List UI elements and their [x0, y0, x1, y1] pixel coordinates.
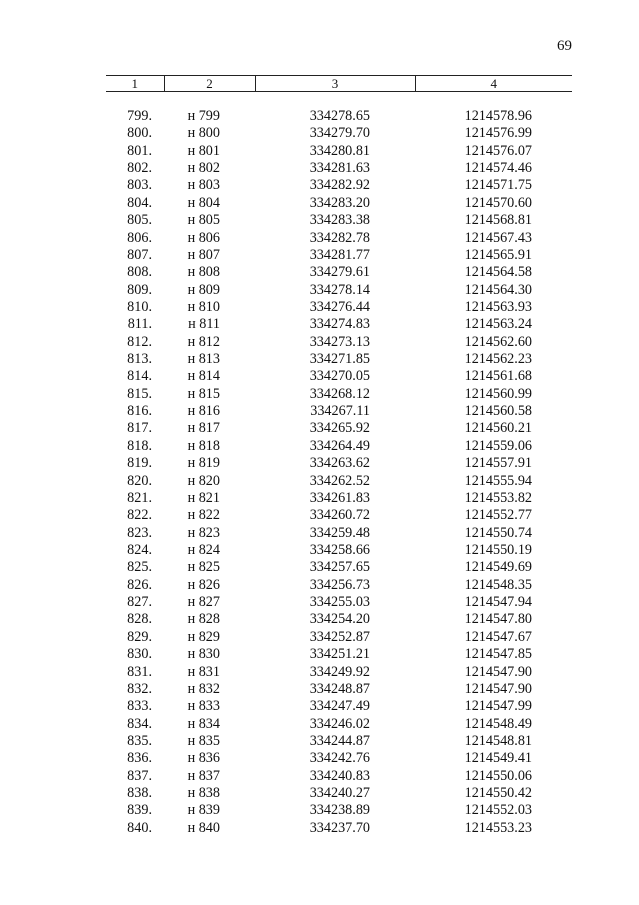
column-header-3: 3: [255, 76, 415, 92]
row-number: 809.: [127, 281, 152, 298]
row-number: 834.: [127, 715, 152, 732]
coordinate-y: 1214555.94: [464, 472, 532, 489]
coordinate-x: 334264.49: [309, 437, 370, 454]
table-row: [106, 247, 572, 264]
row-number: 799.: [127, 108, 152, 124]
coordinate-y: 1214549.69: [464, 559, 532, 576]
coordinate-y: 1214578.96: [464, 108, 532, 124]
coordinate-x: 334249.92: [309, 663, 370, 680]
point-id: н 835: [187, 732, 220, 749]
row-number: 825.: [127, 559, 152, 576]
coordinate-x: 334240.27: [309, 785, 370, 802]
coordinate-y: 1214547.67: [464, 628, 532, 645]
point-id: н 820: [187, 472, 220, 489]
coordinate-x: 334279.70: [309, 125, 370, 142]
point-id: н 824: [187, 541, 220, 558]
coordinate-x: 334271.85: [309, 351, 370, 368]
point-id: н 829: [187, 628, 220, 645]
row-number: 821.: [127, 489, 152, 506]
table-row: [106, 386, 572, 403]
coordinate-x: 334238.89: [309, 802, 370, 819]
row-number: 833.: [127, 698, 152, 715]
row-number: 804.: [127, 194, 152, 211]
point-id: н 825: [187, 559, 220, 576]
coordinate-y: 1214553.82: [464, 489, 532, 506]
table-row: [106, 334, 572, 351]
row-number: 837.: [127, 767, 152, 784]
coordinate-x: 334258.66: [309, 541, 370, 558]
coordinate-y: 1214547.85: [464, 646, 532, 663]
table-row: [106, 316, 572, 333]
table-row: [106, 820, 572, 837]
point-id: н 803: [187, 177, 220, 194]
point-id: н 799: [187, 108, 220, 124]
coordinate-x: 334246.02: [309, 715, 370, 732]
coordinate-y: 1214550.19: [464, 541, 532, 558]
coordinate-x: 334248.87: [309, 680, 370, 697]
coordinate-y: 1214571.75: [464, 177, 532, 194]
table-row: [106, 559, 572, 576]
point-id: н 826: [187, 576, 220, 593]
coordinate-y: 1214553.23: [464, 819, 532, 836]
row-number: 815.: [127, 385, 152, 402]
coordinate-x: 334247.49: [309, 698, 370, 715]
coordinate-x: 334262.52: [309, 472, 370, 489]
row-number: 823.: [127, 524, 152, 541]
row-number: 806.: [127, 229, 152, 246]
coordinate-y: 1214570.60: [464, 194, 532, 211]
row-number: 835.: [127, 732, 152, 749]
row-number: 805.: [127, 212, 152, 229]
point-id: н 822: [187, 507, 220, 524]
coordinate-x: 334281.63: [309, 160, 370, 177]
point-id: н 827: [187, 594, 220, 611]
coordinate-x: 334280.81: [309, 142, 370, 159]
table-row: [106, 438, 572, 455]
coordinate-x: 334242.76: [309, 750, 370, 767]
coordinate-x: 334251.21: [309, 646, 370, 663]
table-row: [106, 195, 572, 212]
point-id: н 800: [187, 125, 220, 142]
point-id: н 831: [187, 663, 220, 680]
row-number: 840.: [127, 819, 152, 836]
coordinate-y: 1214547.80: [464, 611, 532, 628]
point-id: н 804: [187, 194, 220, 211]
row-number: 830.: [127, 646, 152, 663]
coordinate-x: 334257.65: [309, 559, 370, 576]
point-id: н 814: [187, 368, 220, 385]
coordinate-x: 334282.92: [309, 177, 370, 194]
coordinate-y: 1214557.91: [464, 455, 532, 472]
row-number: 820.: [127, 472, 152, 489]
point-id: н 819: [187, 455, 220, 472]
coordinate-y: 1214548.35: [464, 576, 532, 593]
coordinate-y: 1214550.06: [464, 767, 532, 784]
row-number: 816.: [127, 403, 152, 420]
table-row: [106, 420, 572, 437]
table-row: [106, 351, 572, 368]
table-row: [106, 299, 572, 316]
coordinate-y: 1214552.03: [464, 802, 532, 819]
coordinate-x: 334237.70: [309, 819, 370, 836]
table-row: [106, 525, 572, 542]
coordinate-x: 334261.83: [309, 489, 370, 506]
point-id: н 815: [187, 385, 220, 402]
coordinate-x: 334260.72: [309, 507, 370, 524]
coordinate-y: 1214562.60: [464, 333, 532, 350]
coordinate-x: 334273.13: [309, 333, 370, 350]
table-row: [106, 664, 572, 681]
point-id: н 840: [187, 819, 220, 836]
row-number: 803.: [127, 177, 152, 194]
table-row: [106, 681, 572, 698]
table-row: [106, 802, 572, 819]
row-number: 819.: [127, 455, 152, 472]
point-id: н 839: [187, 802, 220, 819]
coordinate-x: 334244.87: [309, 732, 370, 749]
coordinate-y: 1214567.43: [464, 229, 532, 246]
table-row: [106, 490, 572, 507]
point-id: н 806: [187, 229, 220, 246]
coordinate-x: 334254.20: [309, 611, 370, 628]
row-number: 813.: [127, 351, 152, 368]
row-number: 814.: [127, 368, 152, 385]
table-row: [106, 646, 572, 663]
coordinate-x: 334283.20: [309, 194, 370, 211]
row-number: 822.: [127, 507, 152, 524]
point-id: н 813: [187, 351, 220, 368]
coordinate-y: 1214564.30: [464, 281, 532, 298]
row-number: 801.: [127, 142, 152, 159]
coordinate-y: 1214568.81: [464, 212, 532, 229]
table-row: [106, 230, 572, 247]
table-row: [106, 750, 572, 767]
table-row: [106, 629, 572, 646]
table-row: [106, 698, 572, 715]
row-number: 807.: [127, 246, 152, 263]
coordinate-x: 334267.11: [310, 403, 370, 420]
coordinate-x: 334255.03: [309, 594, 370, 611]
coordinate-y: 1214563.24: [464, 316, 532, 333]
point-id: н 838: [187, 785, 220, 802]
table-row: [106, 177, 572, 194]
point-id: н 823: [187, 524, 220, 541]
coordinate-y: 1214548.49: [464, 715, 532, 732]
table-row: [106, 577, 572, 594]
row-number: 808.: [127, 264, 152, 281]
point-id: н 809: [187, 281, 220, 298]
table-row: [106, 125, 572, 142]
column-header-4: 4: [415, 76, 572, 92]
coordinate-y: 1214576.07: [464, 142, 532, 159]
row-number: 829.: [127, 628, 152, 645]
coordinate-x: 334268.12: [309, 385, 370, 402]
coordinate-y: 1214560.99: [464, 385, 532, 402]
point-id: н 811: [188, 316, 220, 333]
page-number: 69: [557, 38, 572, 54]
row-number: 824.: [127, 541, 152, 558]
coordinate-y: 1214562.23: [464, 351, 532, 368]
coordinate-y: 1214550.42: [464, 785, 532, 802]
coordinate-x: 334279.61: [309, 264, 370, 281]
row-number: 802.: [127, 160, 152, 177]
column-header-1: 1: [106, 76, 164, 92]
table-row: [106, 785, 572, 802]
coordinate-x: 334259.48: [309, 524, 370, 541]
coordinate-y: 1214564.58: [464, 264, 532, 281]
row-number: 838.: [127, 785, 152, 802]
table-row: [106, 212, 572, 229]
table-row: [106, 160, 572, 177]
coordinate-y: 1214550.74: [464, 524, 532, 541]
table-row: [106, 594, 572, 611]
coordinate-x: 334281.77: [309, 246, 370, 263]
point-id: н 837: [187, 767, 220, 784]
row-number: 832.: [127, 680, 152, 697]
table-row: [106, 611, 572, 628]
point-id: н 810: [187, 298, 220, 315]
point-id: н 834: [187, 715, 220, 732]
coordinate-x: 334283.38: [309, 212, 370, 229]
point-id: н 818: [187, 437, 220, 454]
row-number: 800.: [127, 125, 152, 142]
table-row: [106, 716, 572, 733]
table-row: [106, 108, 572, 125]
row-number: 827.: [127, 594, 152, 611]
coordinate-x: 334263.62: [309, 455, 370, 472]
row-number: 831.: [127, 663, 152, 680]
table-row: [106, 455, 572, 472]
row-number: 839.: [127, 802, 152, 819]
row-number: 810.: [127, 298, 152, 315]
coordinate-x: 334252.87: [309, 628, 370, 645]
coordinate-y: 1214560.58: [464, 403, 532, 420]
point-id: н 836: [187, 750, 220, 767]
coordinate-y: 1214561.68: [464, 368, 532, 385]
coordinates-list: [106, 108, 572, 837]
table-row: [106, 282, 572, 299]
point-id: н 817: [187, 420, 220, 437]
table-row: [106, 403, 572, 420]
table-row: [106, 473, 572, 490]
table-row: [106, 542, 572, 559]
coordinate-x: 334278.65: [309, 108, 370, 124]
point-id: н 812: [187, 333, 220, 350]
coordinate-y: 1214548.81: [464, 732, 532, 749]
table-row: [106, 507, 572, 524]
point-id: н 807: [187, 246, 220, 263]
coordinate-x: 334265.92: [309, 420, 370, 437]
point-id: н 821: [187, 489, 220, 506]
coordinate-y: 1214547.90: [464, 680, 532, 697]
point-id: н 802: [187, 160, 220, 177]
row-number: 812.: [127, 333, 152, 350]
row-number: 828.: [127, 611, 152, 628]
table-row: [106, 264, 572, 281]
coordinate-x: 334256.73: [309, 576, 370, 593]
row-number: 818.: [127, 437, 152, 454]
column-header-2: 2: [164, 76, 255, 92]
point-id: н 801: [187, 142, 220, 159]
coordinate-y: 1214547.94: [464, 594, 532, 611]
point-id: н 830: [187, 646, 220, 663]
point-id: н 833: [187, 698, 220, 715]
coordinate-y: 1214547.90: [464, 663, 532, 680]
table-row: [106, 733, 572, 750]
point-id: н 808: [187, 264, 220, 281]
table-row: [106, 143, 572, 160]
row-number: 817.: [127, 420, 152, 437]
table-row: [106, 768, 572, 785]
row-number: 826.: [127, 576, 152, 593]
point-id: н 805: [187, 212, 220, 229]
coordinate-x: 334276.44: [309, 298, 370, 315]
coordinate-y: 1214559.06: [464, 437, 532, 454]
row-number: 836.: [127, 750, 152, 767]
point-id: н 828: [187, 611, 220, 628]
coordinate-y: 1214574.46: [464, 160, 532, 177]
table-row: [106, 368, 572, 385]
point-id: н 816: [187, 403, 220, 420]
coordinate-y: 1214563.93: [464, 298, 532, 315]
coordinate-x: 334282.78: [309, 229, 370, 246]
coordinate-y: 1214549.41: [464, 750, 532, 767]
coordinate-y: 1214547.99: [464, 698, 532, 715]
row-number: 811.: [127, 316, 152, 333]
coordinate-x: 334270.05: [309, 368, 370, 385]
column-header-table: [106, 75, 572, 92]
coordinate-y: 1214552.77: [464, 507, 532, 524]
coordinate-y: 1214565.91: [464, 246, 532, 263]
coordinate-y: 1214576.99: [464, 125, 532, 142]
column-header-row: [106, 76, 572, 92]
coordinate-y: 1214560.21: [464, 420, 532, 437]
point-id: н 832: [187, 680, 220, 697]
coordinate-x: 334274.83: [309, 316, 370, 333]
coordinate-x: 334278.14: [309, 281, 370, 298]
coordinate-x: 334240.83: [309, 767, 370, 784]
